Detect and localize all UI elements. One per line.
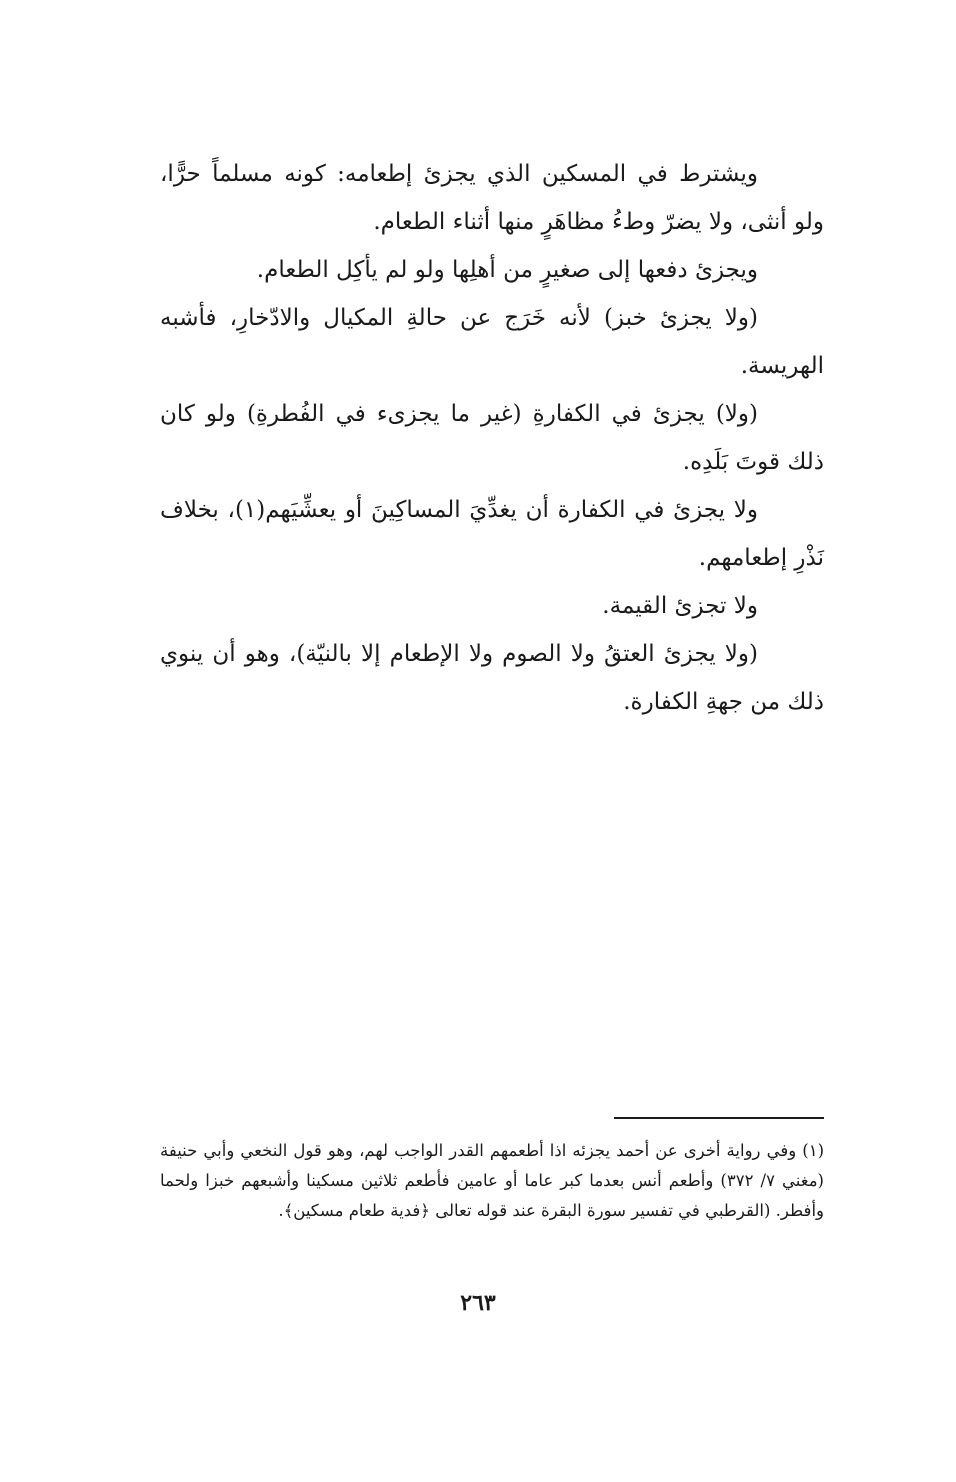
footnote-separator (614, 1117, 824, 1119)
paragraph-1: ويشترط في المسكين الذي يجزئ إطعامه: كونه مسلماً حرًّا، ولو أنثى، ولا يضرّ وطءُ مظاهَرٍ منها أثناء الطعام. (160, 161, 824, 235)
paragraph-5: ولا يجزئ في الكفارة أن يغدِّيَ المساكِينَ أو يعشِّيَهم(١)، بخلاف نَذْرِ إطعامهم. (160, 497, 824, 571)
paragraph-3: (ولا يجزئ خبز) لأنه خَرَج عن حالةِ المكيال والادّخارِ، فأشبه الهريسة. (160, 305, 824, 379)
paragraph-7: (ولا يجزئ العتقُ ولا الصوم ولا الإطعام إلا بالنيّة)، وهو أن ينوي ذلك من جهةِ الكفارة. (160, 641, 824, 715)
main-text (160, 150, 824, 726)
paragraph-2: ويجزئ دفعها إلى صغيرٍ من أهلِها ولو لم يأكِل الطعام. (256, 257, 758, 283)
page-number: ٢٦٣ (460, 1290, 496, 1316)
footnote-1: (١) وفي رواية أخرى عن أحمد يجزئه اذا أطعمهم القدر الواجب لهم، وهو قول النخعي وأبي حنيفة (مغني ٧/ ٣٧٢) وأطعم أنس بعدما كبر عاما أو عامين فأطعم ثلاثين مسكينا وأشبعهم خبزا ولحما وأفطر. (القرطبي في تفسير سورة البقرة عند قوله تعالى ﴿فدية طعام مسكين﴾. (160, 1141, 824, 1220)
paragraph-6: ولا تجزئ القيمة. (602, 593, 758, 619)
footnotes (160, 1136, 824, 1226)
paragraph-4: (ولا) يجزئ في الكفارةِ (غير ما يجزىء في الفُطرةِ) ولو كان ذلك قوتَ بَلَدِه. (160, 401, 824, 475)
